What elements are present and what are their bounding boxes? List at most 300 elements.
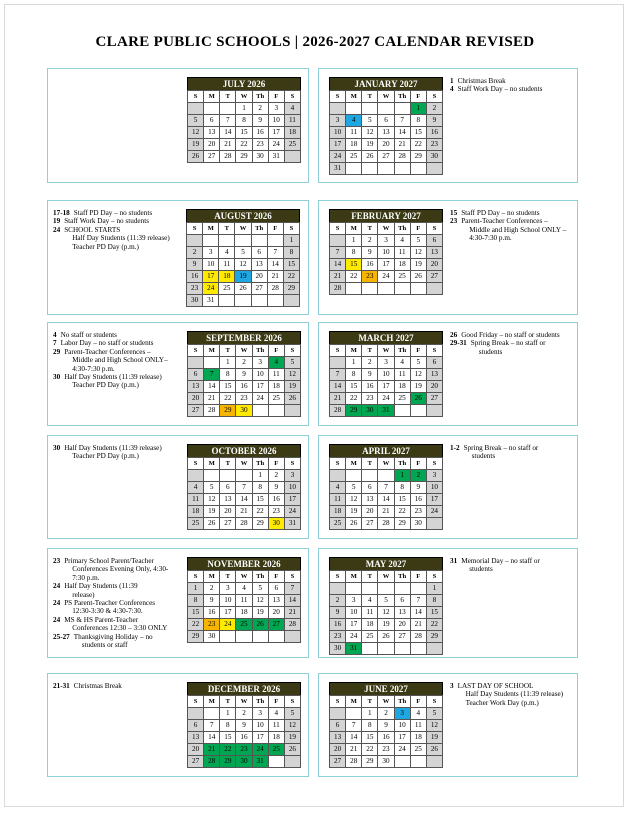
month-grid	[329, 344, 443, 417]
day-cell: 18	[236, 607, 252, 619]
empty-cell	[330, 357, 346, 369]
day-cell: 4	[268, 357, 284, 369]
day-cell: 3	[252, 357, 268, 369]
day-cell: 10	[268, 115, 284, 127]
day-cell: 25	[268, 393, 284, 405]
note-text: release)	[72, 590, 95, 599]
day-cell: 5	[204, 482, 220, 494]
day-cell: 8	[426, 595, 442, 607]
day-cell: 27	[426, 271, 442, 283]
day-cell: 2	[426, 103, 442, 115]
day-cell: 16	[204, 607, 220, 619]
month-title: NOVEMBER 2026	[187, 557, 301, 570]
day-cell: 7	[284, 583, 300, 595]
empty-cell	[362, 643, 378, 655]
note-entry	[53, 616, 185, 633]
day-cell: 6	[330, 720, 346, 732]
day-cell: 17	[284, 494, 300, 506]
day-cell: 4	[236, 583, 252, 595]
day-cell: 23	[187, 283, 203, 295]
empty-cell	[378, 643, 394, 655]
day-cell: 6	[426, 235, 442, 247]
day-cell: 11	[284, 115, 300, 127]
empty-cell	[330, 708, 346, 720]
day-cell: 8	[346, 247, 362, 259]
note-text: Teacher Work Day (p.m.)	[465, 698, 539, 707]
note-entry	[53, 373, 185, 390]
day-cell: 26	[426, 744, 442, 756]
note-text: 7:30 p.m.	[72, 573, 100, 582]
day-cell: 21	[220, 139, 236, 151]
weekday-header: T	[220, 345, 236, 357]
note-text: Conferences Evening Only, 4:30-	[72, 565, 169, 574]
empty-cell	[378, 103, 394, 115]
day-cell: 1	[426, 583, 442, 595]
day-cell: 7	[378, 482, 394, 494]
empty-cell	[410, 405, 426, 417]
weekday-header: S	[284, 458, 300, 470]
day-cell: 26	[346, 518, 362, 530]
day-cell: 8	[236, 115, 252, 127]
day-cell: 29	[346, 405, 362, 417]
weekday-header: S	[426, 345, 442, 357]
weekday-header: F	[268, 345, 284, 357]
day-cell: 20	[426, 381, 442, 393]
empty-cell	[220, 103, 236, 115]
day-cell: 11	[346, 127, 362, 139]
note-text: Staff PD Day – no students	[461, 209, 540, 217]
day-cell: 20	[362, 506, 378, 518]
day-cell: 29	[252, 518, 268, 530]
weekday-header: Th	[394, 91, 410, 103]
weekday-header: S	[330, 91, 346, 103]
day-cell: 5	[235, 247, 251, 259]
day-cell: 7	[330, 247, 346, 259]
day-cell: 11	[268, 720, 284, 732]
day-cell: 24	[330, 151, 346, 163]
day-cell: 18	[346, 139, 362, 151]
note-date: 25-27	[53, 632, 70, 641]
calendar-sep	[187, 331, 301, 417]
month-title: AUGUST 2026	[186, 209, 300, 222]
note-date: 23	[53, 557, 61, 565]
weekday-header: W	[378, 458, 394, 470]
day-cell: 18	[284, 127, 300, 139]
empty-cell	[410, 163, 426, 175]
weekday-header: S	[283, 223, 299, 235]
note-text: Middle and High School ONLY–	[72, 356, 168, 365]
day-cell: 30	[187, 295, 203, 307]
day-cell: 17	[268, 127, 284, 139]
day-cell: 13	[220, 494, 236, 506]
day-cell: 10	[330, 127, 346, 139]
day-cell: 2	[330, 595, 346, 607]
day-cell: 28	[204, 405, 220, 417]
empty-cell	[268, 405, 284, 417]
note-entry	[450, 682, 575, 707]
weekday-header: S	[284, 571, 300, 583]
day-cell: 5	[410, 235, 426, 247]
day-cell: 22	[220, 393, 236, 405]
day-cell: 2	[187, 247, 203, 259]
note-entry	[53, 582, 185, 599]
empty-cell	[330, 470, 346, 482]
day-cell: 2	[204, 583, 220, 595]
day-cell: 12	[284, 369, 300, 381]
day-cell: 11	[394, 247, 410, 259]
day-cell: 25	[219, 283, 235, 295]
day-cell: 11	[330, 494, 346, 506]
weekday-header: S	[330, 223, 346, 235]
day-cell: 5	[284, 708, 300, 720]
note-date: 31	[450, 557, 458, 565]
day-cell: 24	[426, 506, 442, 518]
day-cell: 8	[410, 115, 426, 127]
day-cell: 3	[426, 470, 442, 482]
day-cell: 1	[346, 357, 362, 369]
empty-cell	[362, 583, 378, 595]
month-title: OCTOBER 2026	[187, 444, 301, 457]
note-text: Christmas Break	[457, 77, 506, 85]
empty-cell	[346, 583, 362, 595]
weekday-header: W	[378, 345, 394, 357]
calendar-jul	[187, 77, 301, 163]
day-cell: 30	[268, 518, 284, 530]
day-cell: 25	[394, 393, 410, 405]
note-text: Good Friday – no staff or students	[461, 331, 560, 339]
day-cell: 8	[252, 482, 268, 494]
day-cell: 19	[188, 139, 204, 151]
day-cell: 9	[426, 115, 442, 127]
weekday-header: T	[362, 696, 378, 708]
empty-cell	[426, 163, 442, 175]
empty-cell	[362, 163, 378, 175]
day-cell: 7	[267, 247, 283, 259]
day-cell: 5	[378, 595, 394, 607]
empty-cell	[378, 283, 394, 295]
day-cell: 20	[330, 744, 346, 756]
day-cell: 6	[188, 369, 204, 381]
empty-cell	[283, 295, 299, 307]
weekday-header: Th	[251, 223, 267, 235]
day-cell: 17	[346, 619, 362, 631]
day-cell: 10	[346, 607, 362, 619]
notes-aug	[53, 209, 185, 251]
weekday-header: M	[204, 345, 220, 357]
day-cell: 7	[330, 369, 346, 381]
note-date: 23	[450, 217, 458, 226]
day-cell: 23	[236, 393, 252, 405]
day-cell: 12	[410, 247, 426, 259]
note-entry	[53, 209, 185, 217]
day-cell: 23	[268, 506, 284, 518]
day-cell: 22	[410, 139, 426, 151]
note-date: 1-2	[450, 444, 460, 452]
day-cell: 2	[236, 357, 252, 369]
empty-cell	[236, 470, 252, 482]
weekday-header: T	[220, 696, 236, 708]
note-date: 30	[53, 373, 61, 382]
note-date: 29	[53, 347, 61, 356]
day-cell: 26	[410, 271, 426, 283]
day-cell: 10	[220, 595, 236, 607]
day-cell: 13	[330, 732, 346, 744]
day-cell: 24	[394, 744, 410, 756]
day-cell: 19	[252, 607, 268, 619]
day-cell: 27	[330, 756, 346, 768]
day-cell: 30	[362, 405, 378, 417]
day-cell: 28	[220, 151, 236, 163]
day-cell: 23	[378, 744, 394, 756]
day-cell: 19	[410, 381, 426, 393]
day-cell: 10	[426, 482, 442, 494]
weekday-header: S	[426, 571, 442, 583]
weekday-header: Th	[252, 458, 268, 470]
empty-cell	[378, 470, 394, 482]
day-cell: 5	[426, 708, 442, 720]
notes-oct	[53, 444, 185, 461]
day-cell: 7	[204, 720, 220, 732]
month-grid	[186, 222, 300, 307]
day-cell: 4	[284, 103, 300, 115]
note-date: 4	[450, 85, 454, 94]
day-cell: 2	[236, 708, 252, 720]
day-cell: 14	[330, 259, 346, 271]
note-date: 1	[450, 77, 454, 85]
day-cell: 20	[204, 139, 220, 151]
day-cell: 28	[346, 756, 362, 768]
day-cell: 18	[188, 506, 204, 518]
day-cell: 16	[426, 127, 442, 139]
weekday-header: S	[426, 91, 442, 103]
empty-cell	[426, 283, 442, 295]
day-cell: 21	[284, 607, 300, 619]
day-cell: 4	[394, 357, 410, 369]
day-cell: 31	[346, 643, 362, 655]
day-cell: 12	[378, 607, 394, 619]
day-cell: 14	[267, 259, 283, 271]
empty-cell	[362, 283, 378, 295]
month-grid	[329, 457, 443, 530]
month-title: JUNE 2027	[329, 682, 443, 695]
weekday-header: M	[346, 458, 362, 470]
day-cell: 16	[187, 271, 203, 283]
weekday-header: S	[284, 91, 300, 103]
day-cell: 20	[268, 607, 284, 619]
day-cell: 8	[346, 369, 362, 381]
note-text: students	[471, 452, 496, 461]
day-cell: 3	[268, 103, 284, 115]
empty-cell	[284, 631, 300, 643]
day-cell: 5	[188, 115, 204, 127]
day-cell: 29	[236, 151, 252, 163]
month-title: JANUARY 2027	[329, 77, 443, 90]
weekday-header: S	[330, 458, 346, 470]
day-cell: 6	[251, 247, 267, 259]
day-cell: 30	[378, 756, 394, 768]
weekday-header: Th	[394, 696, 410, 708]
day-cell: 17	[252, 381, 268, 393]
day-cell: 14	[236, 494, 252, 506]
month-title: APRIL 2027	[329, 444, 443, 457]
empty-cell	[220, 631, 236, 643]
day-cell: 9	[252, 115, 268, 127]
calendar-nov	[187, 557, 301, 643]
day-cell: 30	[330, 643, 346, 655]
day-cell: 19	[378, 619, 394, 631]
day-cell: 17	[378, 381, 394, 393]
day-cell: 10	[252, 720, 268, 732]
note-text: Parent-Teacher Conferences –	[64, 347, 151, 356]
day-cell: 21	[204, 393, 220, 405]
day-cell: 1	[236, 103, 252, 115]
day-cell: 24	[346, 631, 362, 643]
day-cell: 27	[378, 151, 394, 163]
day-cell: 18	[362, 619, 378, 631]
weekday-header: T	[362, 345, 378, 357]
day-cell: 28	[378, 518, 394, 530]
day-cell: 3	[378, 357, 394, 369]
day-cell: 29	[410, 151, 426, 163]
day-cell: 2	[378, 708, 394, 720]
day-cell: 8	[362, 720, 378, 732]
day-cell: 11	[362, 607, 378, 619]
day-cell: 24	[220, 619, 236, 631]
day-cell: 13	[188, 732, 204, 744]
weekday-header: F	[410, 345, 426, 357]
day-cell: 6	[394, 595, 410, 607]
day-cell: 27	[188, 756, 204, 768]
day-cell: 18	[410, 732, 426, 744]
day-cell: 12	[346, 494, 362, 506]
calendar-mar	[329, 331, 443, 417]
day-cell: 8	[394, 482, 410, 494]
day-cell: 17	[330, 139, 346, 151]
empty-cell	[426, 405, 442, 417]
empty-cell	[394, 756, 410, 768]
day-cell: 21	[410, 619, 426, 631]
weekday-header: M	[203, 223, 219, 235]
day-cell: 8	[283, 247, 299, 259]
day-cell: 5	[362, 115, 378, 127]
note-entry	[53, 557, 185, 582]
day-cell: 11	[188, 494, 204, 506]
day-cell: 22	[220, 744, 236, 756]
empty-cell	[188, 103, 204, 115]
note-text: Labor Day – no staff or students	[60, 339, 154, 348]
day-cell: 4	[410, 708, 426, 720]
note-entry	[53, 331, 185, 339]
day-cell: 12	[252, 595, 268, 607]
day-cell: 22	[236, 139, 252, 151]
day-cell: 2	[362, 235, 378, 247]
day-cell: 8	[188, 595, 204, 607]
empty-cell	[330, 103, 346, 115]
weekday-header: S	[188, 345, 204, 357]
day-cell: 22	[362, 744, 378, 756]
day-cell: 19	[410, 259, 426, 271]
empty-cell	[394, 405, 410, 417]
day-cell: 25	[330, 518, 346, 530]
weekday-header: Th	[394, 223, 410, 235]
empty-cell	[204, 470, 220, 482]
weekday-header: T	[362, 458, 378, 470]
note-date: 24	[53, 599, 61, 608]
day-cell: 1	[410, 103, 426, 115]
day-cell: 28	[330, 405, 346, 417]
empty-cell	[252, 631, 268, 643]
day-cell: 18	[268, 381, 284, 393]
day-cell: 25	[410, 744, 426, 756]
note-entry	[53, 599, 185, 616]
weekday-header: S	[330, 345, 346, 357]
empty-cell	[204, 357, 220, 369]
weekday-header: Th	[394, 458, 410, 470]
month-grid	[187, 570, 301, 643]
calendar-jun	[329, 682, 443, 768]
day-cell: 27	[268, 619, 284, 631]
day-cell: 17	[220, 607, 236, 619]
day-cell: 4	[188, 482, 204, 494]
day-cell: 26	[410, 393, 426, 405]
notes-jan	[450, 77, 575, 94]
day-cell: 13	[426, 369, 442, 381]
note-text: 4:30-7:30 p.m.	[469, 234, 512, 243]
day-cell: 21	[378, 506, 394, 518]
day-cell: 15	[426, 607, 442, 619]
day-cell: 22	[394, 506, 410, 518]
day-cell: 14	[204, 732, 220, 744]
day-cell: 15	[410, 127, 426, 139]
day-cell: 7	[204, 369, 220, 381]
note-text: Staff PD Day – no students	[73, 209, 153, 217]
day-cell: 14	[220, 127, 236, 139]
day-cell: 15	[346, 259, 362, 271]
note-text: students	[478, 347, 503, 356]
empty-cell	[346, 708, 362, 720]
weekday-header: S	[330, 696, 346, 708]
weekday-header: F	[410, 223, 426, 235]
note-text: Half Day Students (11:39 release)	[465, 690, 564, 699]
day-cell: 23	[330, 631, 346, 643]
day-cell: 22	[283, 271, 299, 283]
note-entry	[450, 217, 575, 242]
weekday-header: F	[268, 91, 284, 103]
day-cell: 18	[268, 732, 284, 744]
note-date: 24	[53, 615, 61, 624]
day-cell: 28	[330, 283, 346, 295]
day-cell: 25	[394, 271, 410, 283]
weekday-header: S	[330, 571, 346, 583]
day-cell: 16	[362, 381, 378, 393]
day-cell: 7	[346, 720, 362, 732]
day-cell: 12	[362, 127, 378, 139]
empty-cell	[284, 756, 300, 768]
empty-cell	[268, 756, 284, 768]
day-cell: 28	[284, 619, 300, 631]
day-cell: 5	[284, 357, 300, 369]
day-cell: 26	[284, 393, 300, 405]
note-date: 30	[53, 444, 61, 452]
weekday-header: T	[362, 571, 378, 583]
weekday-header: F	[268, 696, 284, 708]
day-cell: 25	[188, 518, 204, 530]
weekday-header: Th	[252, 345, 268, 357]
day-cell: 30	[236, 756, 252, 768]
weekday-header: M	[346, 345, 362, 357]
day-cell: 11	[410, 720, 426, 732]
day-cell: 13	[394, 607, 410, 619]
